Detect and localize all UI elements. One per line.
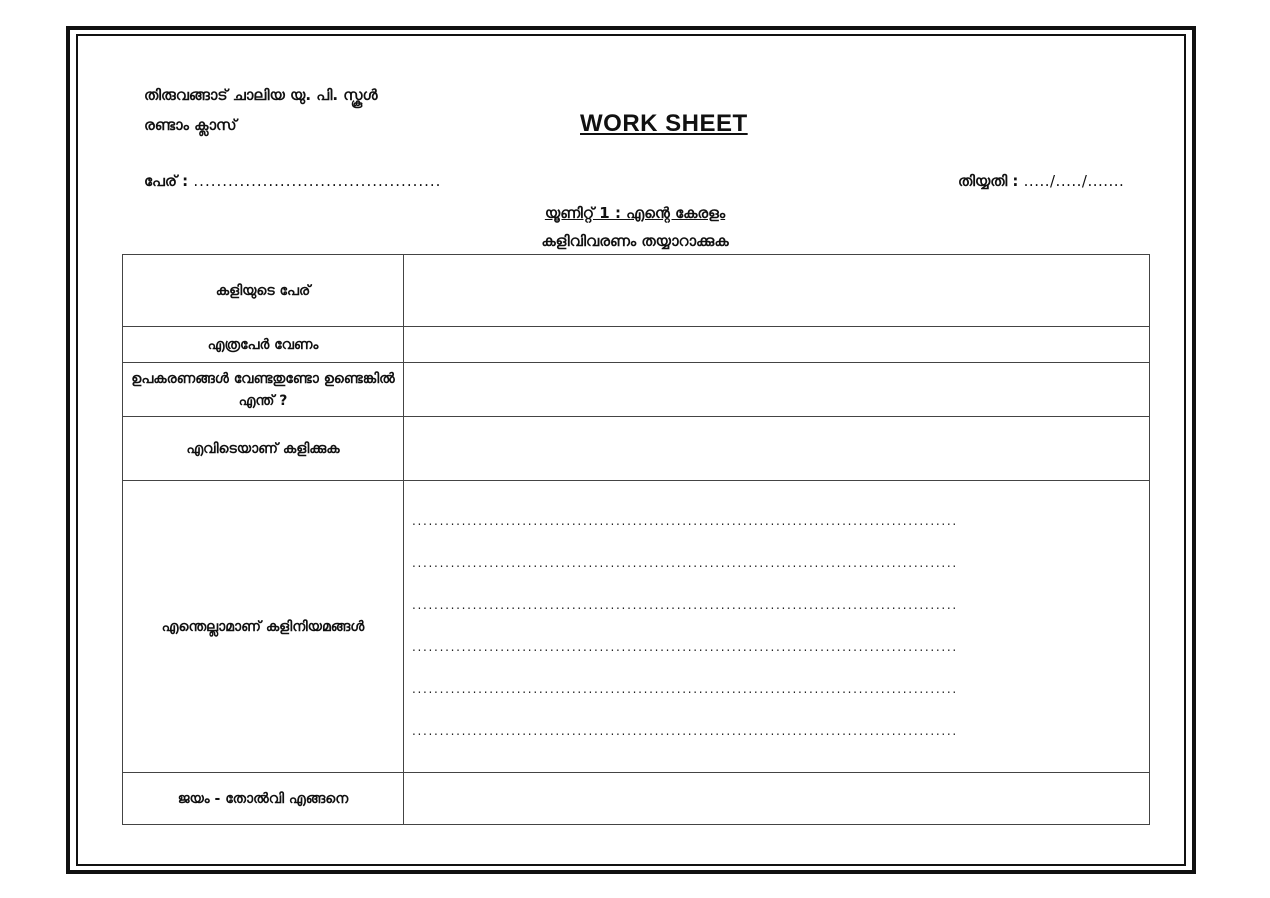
name-field[interactable]: [144, 172, 441, 190]
dotted-line: ...................................................................................................: [412, 555, 958, 570]
worksheet-title: WORK SHEET: [580, 110, 748, 137]
dotted-line: ...................................................................................................: [412, 681, 958, 696]
date-label: തിയ്യതി :: [958, 172, 1019, 190]
answer-cell-players[interactable]: [404, 327, 1150, 363]
unit-heading: [0, 204, 1270, 222]
answer-cell-rules[interactable]: [404, 481, 1150, 773]
name-label: പേര് :: [144, 172, 189, 190]
table-row: [123, 773, 1150, 825]
row-label-equipment: ഉപകരണങ്ങൾ വേണ്ടതുണ്ടോ ഉണ്ടെങ്കിൽ എന്ത് ?: [123, 363, 404, 417]
table-row: [123, 481, 1150, 773]
class-name: രണ്ടാം ക്ലാസ്: [144, 116, 237, 134]
answer-cell-equipment[interactable]: [404, 363, 1150, 417]
answer-cell-game-name[interactable]: [404, 255, 1150, 327]
row-label-place: എവിടെയാണ് കളിക്കുക: [123, 417, 404, 481]
date-blank: ...../...../.......: [1023, 172, 1125, 190]
school-name: തിരുവങ്ങാട് ചാലിയ യു. പി. സ്കൂൾ: [144, 86, 378, 104]
rules-writing-lines: [404, 492, 1149, 762]
task-subtitle: കളിവിവരണം തയ്യാറാക്കുക: [541, 232, 729, 250]
dotted-line: ...................................................................................................: [412, 723, 958, 738]
table-row: [123, 417, 1150, 481]
row-label-players: എത്രപേർ വേണം: [123, 327, 404, 363]
table-row: [123, 363, 1150, 417]
worksheet-table: [122, 254, 1150, 825]
row-label-game-name: കളിയുടെ പേര്: [123, 255, 404, 327]
row-label-rules: എന്തെല്ലാമാണ് കളിനിയമങ്ങൾ: [123, 481, 404, 773]
row-label-win-lose: ജയം - തോൽവി എങ്ങനെ: [123, 773, 404, 825]
name-blank: ...........................................: [193, 172, 442, 190]
table-row: [123, 255, 1150, 327]
dotted-line: ...................................................................................................: [412, 597, 958, 612]
answer-cell-win-lose[interactable]: [404, 773, 1150, 825]
unit-label: യൂണിറ്റ് 1 : എന്റെ കേരളം: [544, 204, 726, 222]
table-row: [123, 327, 1150, 363]
dotted-line: ...................................................................................................: [412, 639, 958, 654]
date-field[interactable]: [958, 172, 1124, 190]
answer-cell-place[interactable]: [404, 417, 1150, 481]
dotted-line: ...................................................................................................: [412, 513, 958, 528]
